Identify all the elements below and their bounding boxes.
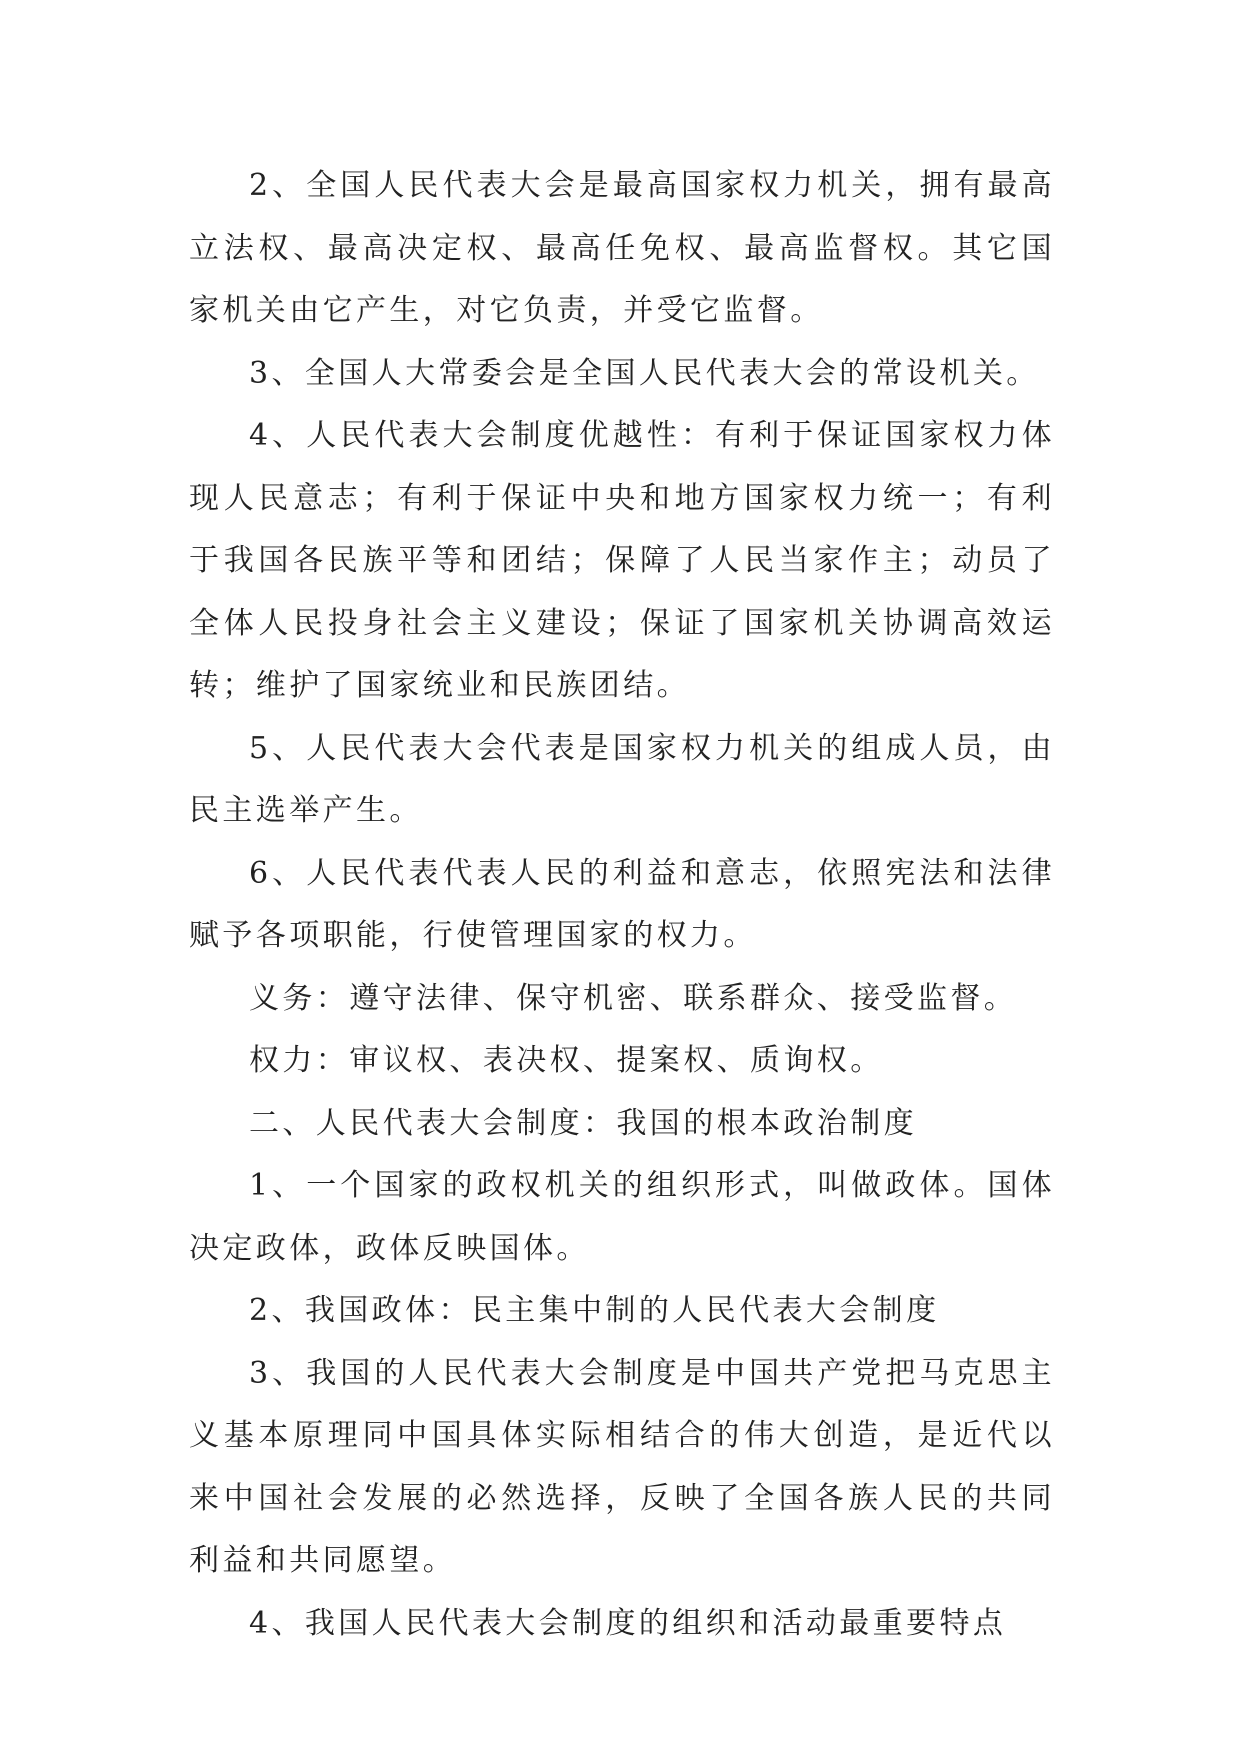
paragraph-key-feature: 4、我国人民代表大会制度的组织和活动最重要特点 [249,1605,1007,1641]
paragraph-our-polity: 2、我国政体：民主集中制的人民代表大会制度 [249,1293,940,1328]
paragraph-system-advantages: 4、人民代表大会制度优越性：有利于保证国家权力体现人民意志；有利于保证中央和地方国家权力统一；有利于我国各民族平等和团结；保障了人民当家作主；动员了全体人民投身社会主义建设；保证了国家机关协调高效运转；维护了国家统业和民族团结。 [189,418,1055,703]
section-heading-fundamental-system: 二、人民代表大会制度：我国的根本政治制度 [249,1105,917,1141]
document-body [189,155,1055,1655]
paragraph-npc-standing-committee: 3、全国人大常委会是全国人民代表大会的常设机关。 [249,355,1040,391]
paragraph-deputies-role: 6、人民代表代表人民的利益和意志，依照宪法和法律赋予各项职能，行使管理国家的权力。 [189,855,1055,953]
paragraph-deputies-composition: 5、人民代表大会代表是国家权力机关的组成人员，由民主选举产生。 [189,730,1055,828]
paragraph-form-of-government: 1、一个国家的政权机关的组织形式，叫做政体。国体决定政体，政体反映国体。 [189,1168,1055,1266]
paragraph-npc-highest-organ: 2、全国人民代表大会是最高国家权力机关，拥有最高立法权、最高决定权、最高任免权、最高监督权。其它国家机关由它产生，对它负责，并受它监督。 [189,168,1055,328]
paragraph-great-creation: 3、我国的人民代表大会制度是中国共产党把马克思主义基本原理同中国具体实际相结合的伟大创造，是近代以来中国社会发展的必然选择，反映了全国各族人民的共同利益和共同愿望。 [189,1355,1055,1578]
paragraph-duties: 义务：遵守法律、保守机密、联系群众、接受监督。 [249,980,1018,1016]
paragraph-powers: 权力：审议权、表决权、提案权、质询权。 [249,1043,884,1078]
